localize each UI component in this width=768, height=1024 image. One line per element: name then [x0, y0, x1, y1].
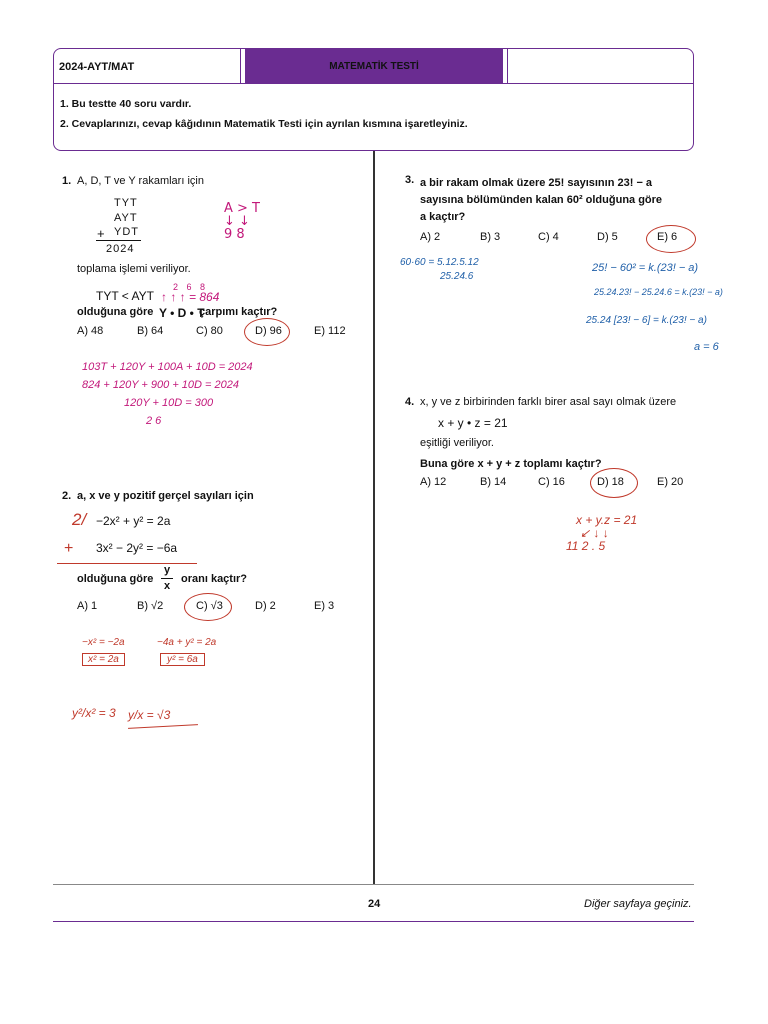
q2-answer-circle	[184, 593, 232, 621]
q1-hw-side	[224, 202, 260, 241]
q2-question-post: oranı kaçtır?	[181, 573, 248, 585]
q4-equation: x + y • z = 21	[438, 416, 508, 430]
q1-hw-side-2: ↓ ↓	[224, 214, 250, 229]
footer-rule	[53, 884, 694, 885]
q3-hw-5: 25.24 [23! − 6] = k.(23! − a)	[586, 315, 707, 326]
q2-option-b[interactable]: B) √2	[137, 600, 164, 612]
q4-after: eşitliği veriliyor.	[420, 437, 494, 449]
exam-code: 2024-AYT/MAT	[53, 48, 241, 83]
q2-option-e[interactable]: E) 3	[314, 600, 335, 612]
q4-number: 4.	[405, 396, 415, 408]
q4-hw-work-2: ↙ ↓ ↓	[580, 526, 609, 540]
q3-hw-3: 25! − 60² = k.(23! − a)	[592, 262, 699, 274]
q4-option-b[interactable]: B) 14	[480, 476, 507, 488]
q1-hw-work-3: 120Y + 10D = 300	[124, 397, 214, 409]
q3-option-a[interactable]: A) 2	[420, 231, 441, 243]
instruction-1: 1. Bu testte 40 soru vardır.	[60, 98, 192, 110]
q1-option-e[interactable]: E) 112	[314, 325, 346, 337]
q1-hw-work-2: 824 + 120Y + 900 + 10D = 2024	[82, 379, 239, 391]
q3-hw-2: 25.24.6	[440, 271, 474, 282]
q4-text: x, y ve z birbirinden farklı birer asal sayı olmak üzere	[420, 396, 677, 408]
q4-hw-work	[566, 513, 638, 553]
q2-hw-sum-line	[57, 563, 197, 564]
q2-number: 2.	[62, 490, 72, 502]
q1-question-expr: Y • D • T	[159, 306, 205, 320]
q2-hw-work-1: −x² = −2a	[82, 637, 125, 648]
q3-line-2: sayısına bölümünden kalan 60² olduğuna göre	[420, 194, 663, 206]
header-right-cell	[507, 48, 694, 83]
q2-eq1: −2x² + y² = 2a	[96, 514, 171, 528]
q2-frac-bar	[161, 578, 173, 579]
q2-hw-work-6: y/x = √3	[128, 708, 171, 722]
q2-hw-stroke	[128, 724, 198, 729]
q3-option-b[interactable]: B) 3	[480, 231, 501, 243]
q4-option-e[interactable]: E) 20	[657, 476, 684, 488]
q1-question-post: çarpımı kaçtır?	[199, 306, 278, 318]
q2-hw-work-4: y² = 6a	[160, 653, 205, 666]
q3-option-e[interactable]: E) 6	[657, 231, 678, 243]
q1-hw-work-4: 2 6	[146, 415, 162, 427]
q1-hw-side-3: 9 8	[224, 227, 245, 242]
q1-number: 1.	[62, 175, 72, 187]
q1-row-tyt: TYT	[114, 197, 138, 209]
q1-option-d[interactable]: D) 96	[255, 325, 282, 337]
q2-option-d[interactable]: D) 2	[255, 600, 276, 612]
q1-sum-line	[96, 240, 141, 241]
q1-text: A, D, T ve Y rakamları için	[77, 175, 204, 187]
q2-frac-den: x	[164, 580, 171, 592]
q1-question-pre: olduğuna göre	[77, 306, 154, 318]
q3-line-3: a kaçtır?	[420, 211, 466, 223]
q4-answer-circle	[590, 468, 638, 498]
q2-frac-num: y	[164, 564, 171, 576]
q2-hw-work-3: −4a + y² = 2a	[157, 637, 217, 648]
q1-hw-work-1: 103T + 120Y + 100A + 10D = 2024	[82, 361, 253, 373]
q1-after: toplama işlemi veriliyor.	[77, 263, 191, 275]
q1-option-b[interactable]: B) 64	[137, 325, 164, 337]
q4-option-a[interactable]: A) 12	[420, 476, 447, 488]
q3-option-d[interactable]: D) 5	[597, 231, 618, 243]
q3-answer-circle	[646, 225, 696, 253]
q2-hw-mult: 2/	[72, 510, 87, 529]
q4-option-c[interactable]: C) 16	[538, 476, 565, 488]
q1-hw-cond: ↑ ↑ ↑ = 864	[161, 290, 220, 304]
q1-condition: TYT < AYT	[96, 289, 154, 303]
q4-question: Buna göre x + y + z toplamı kaçtır?	[420, 458, 602, 470]
q2-question-pre: olduğuna göre	[77, 573, 154, 585]
q3-hw-6: a = 6	[694, 341, 719, 353]
q3-line-1: a bir rakam olmak üzere 25! sayısının 23! − a	[420, 177, 653, 189]
q3-number: 3.	[405, 174, 415, 186]
q4-hw-work-3: 11 2 . 5	[566, 539, 606, 553]
q4-hw-work-1: x + y.z = 21	[576, 513, 638, 527]
q1-option-a[interactable]: A) 48	[77, 325, 104, 337]
q2-hw-work-5: y²/x² = 3	[72, 706, 116, 720]
column-divider	[373, 151, 375, 885]
page-number: 24	[368, 898, 381, 910]
q1-plus: +	[97, 226, 105, 241]
test-title: MATEMATİK TESTİ	[329, 61, 419, 72]
q4-option-d[interactable]: D) 18	[597, 476, 624, 488]
q1-row-ayt: AYT	[114, 212, 138, 224]
q3-hw-1: 60·60 = 5.12.5.12	[400, 257, 479, 268]
q1-hw-work	[82, 358, 253, 430]
footer-purple-rule	[53, 921, 694, 922]
q2-option-a[interactable]: A) 1	[77, 600, 98, 612]
q2-hw-plus: +	[64, 540, 74, 557]
q1-row-ydt: YDT	[114, 226, 139, 238]
q1-hw-side-1: A > T	[224, 201, 260, 216]
instruction-2: 2. Cevaplarınızı, cevap kâğıdının Matematik Testi için ayrılan kısmına işaretleyiniz.	[60, 118, 468, 130]
q2-option-c[interactable]: C) √3	[196, 600, 223, 612]
q3-option-c[interactable]: C) 4	[538, 231, 559, 243]
q1-row-result: 2024	[106, 243, 135, 255]
q3-hw-4: 25.24.23! − 25.24.6 = k.(23! − a)	[594, 287, 723, 297]
q2-text: a, x ve y pozitif gerçel sayıları için	[77, 490, 254, 502]
q2-eq2: 3x² − 2y² = −6a	[96, 541, 178, 555]
header-divider	[53, 83, 694, 84]
next-page-note: Diğer sayfaya geçiniz.	[584, 898, 692, 910]
q1-answer-circle	[244, 318, 290, 346]
q1-hw-digits: 2 6 8	[173, 282, 209, 292]
q1-option-c[interactable]: C) 80	[196, 325, 223, 337]
q2-hw-work-2: x² = 2a	[82, 653, 125, 666]
